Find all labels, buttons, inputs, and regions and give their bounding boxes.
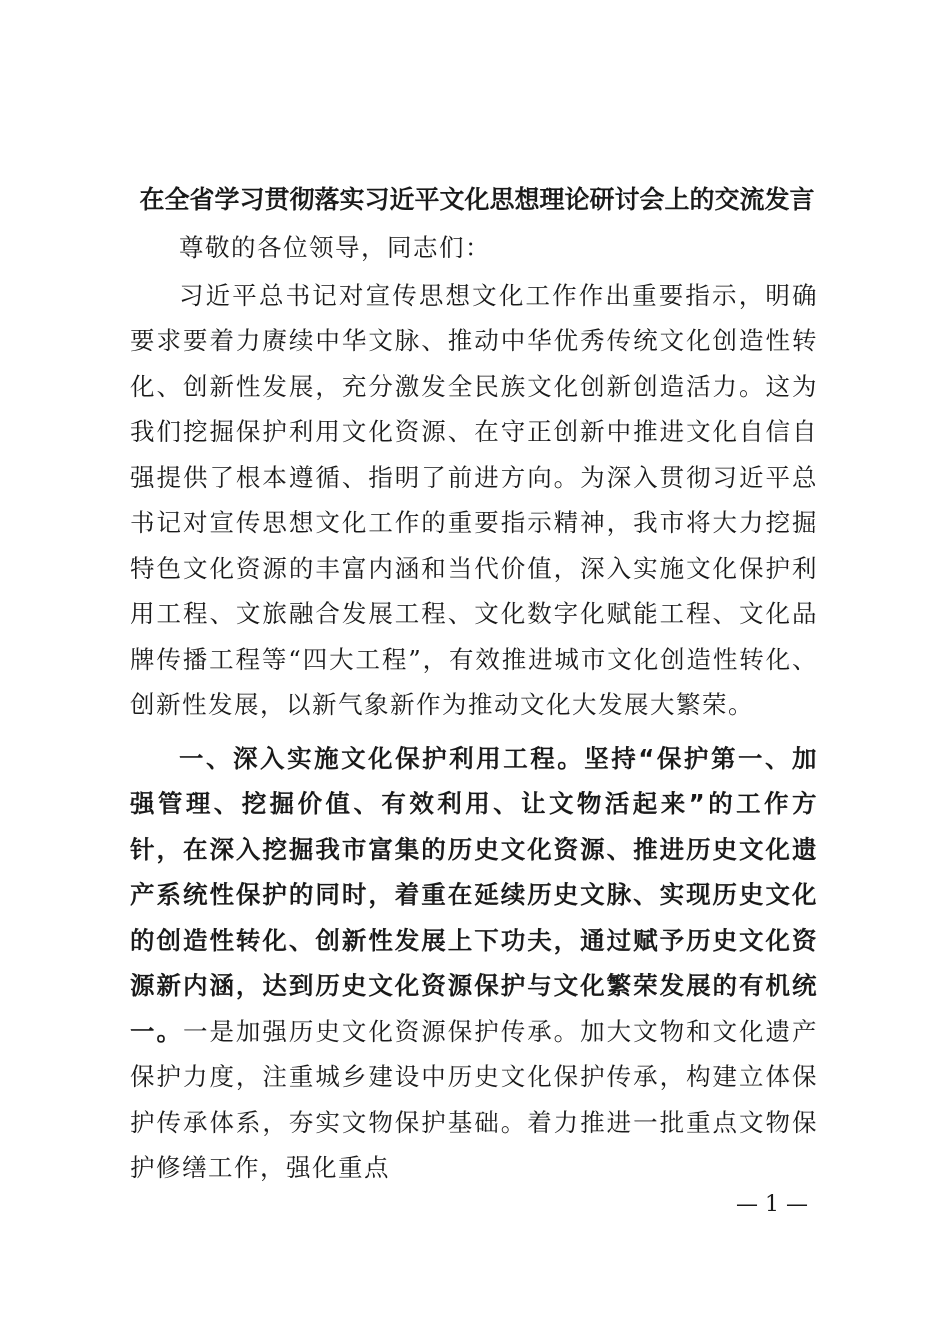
section-1-paragraph [130, 736, 818, 1191]
document-title: 在全省学习贯彻落实习近平文化思想理论研讨会上的交流发言 [139, 185, 815, 214]
intro-paragraph: 习近平总书记对宣传思想文化工作作出重要指示，明确要求要着力赓续中华文脉、推动中华优秀传统文化创造性转化、创新性发展，充分激发全民族文化创新创造活力。这为我们挖掘保护利用文化资源、在守正创新中推进文化自信自强提供了根本遵循、指明了前进方向。为深入贯彻习近平总书记对宣传思想文化工作的重要指示精神，我市将大力挖掘特色文化资源的丰富内涵和当代价值，深入实施文化保护利用工程、文旅融合发展工程、文化数字化赋能工程、文化品牌传播工程等“四大工程”，有效推进城市文化创造性转化、创新性发展，以新气象新作为推动文化大发展大繁荣。 [130, 280, 818, 719]
section-1-heading: 一、深入实施文化保护利用工程。坚持“保护第一、加强管理、挖掘价值、有效利用、让文物活起来”的工作方针，在深入挖掘我市富集的历史文化资源、推进历史文化遗产系统性保护的同时，着重在延续历史文脉、实现历史文化的创造性转化、创新性发展上下功夫，通过赋予历史文化资源新内涵，达到历史文化资源保护与文化繁荣发展的有机统一。 [130, 743, 818, 1046]
page-number: — 1 — [736, 1192, 808, 1217]
section-1-text: 一是加强历史文化资源保护传承。加大文物和文化遗产保护力度，注重城乡建设中历史文化保护传承，构建立体保护传承体系，夯实文物保护基础。着力推进一批重点文物保护修缮工作，强化重点 [130, 1016, 819, 1182]
document-body [130, 225, 818, 1191]
salutation: 尊敬的各位领导，同志们： [179, 233, 491, 262]
